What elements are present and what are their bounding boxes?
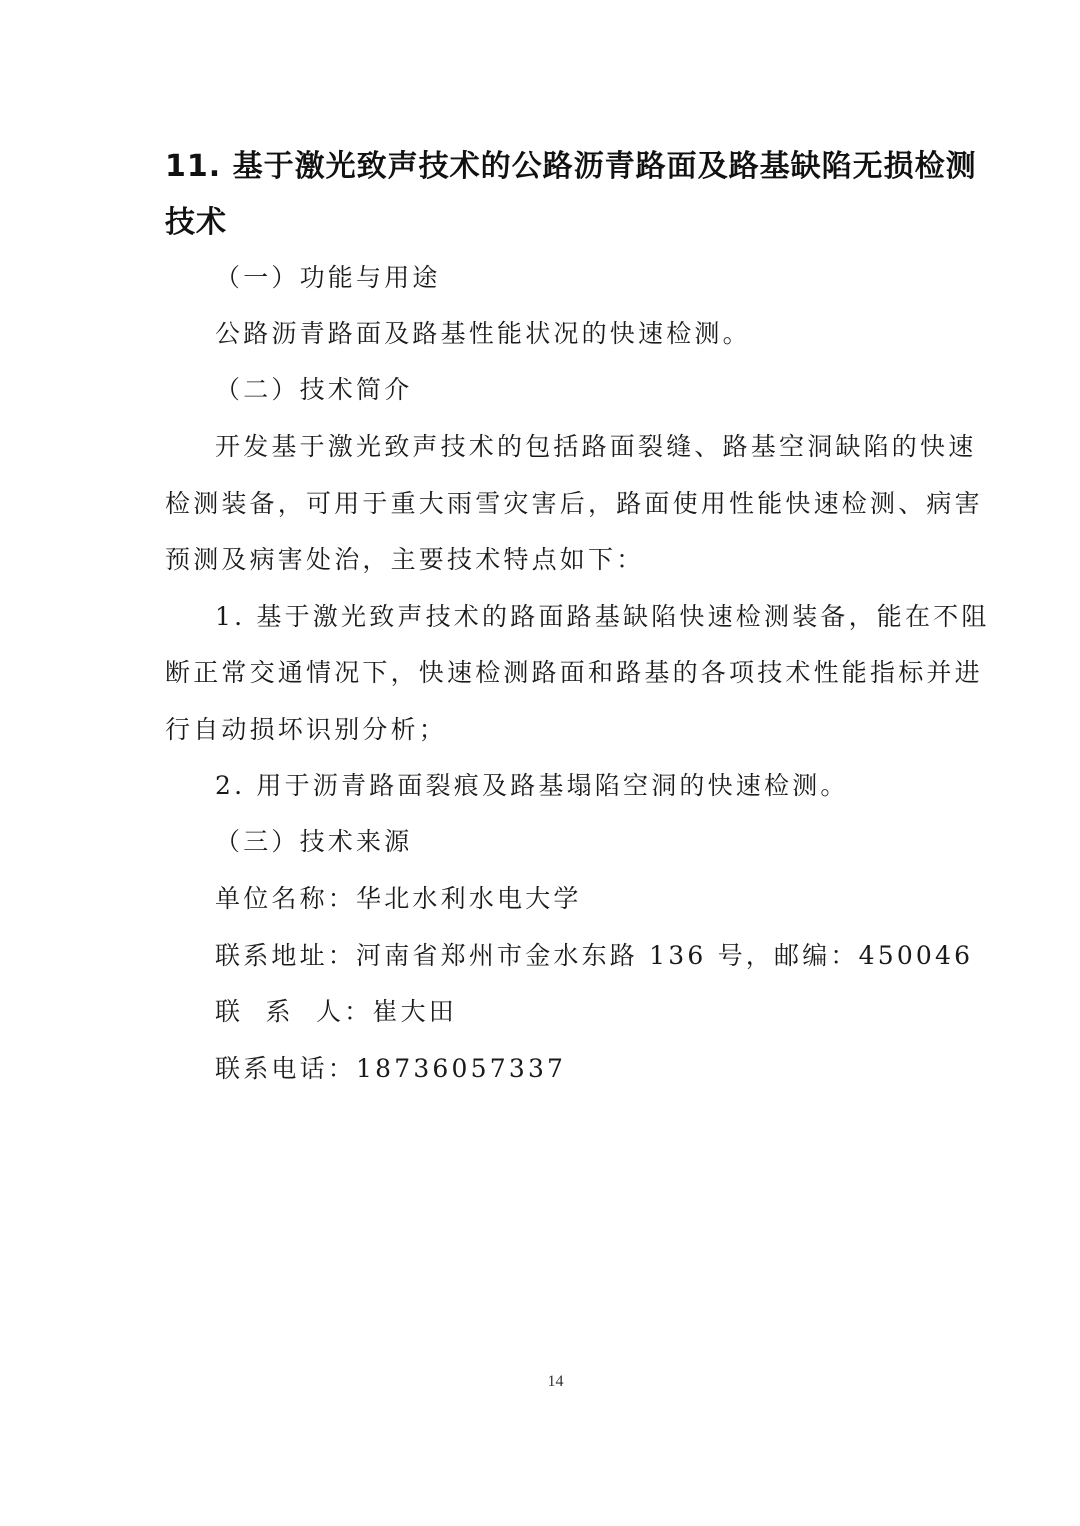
point-1-line-1: 1. 基于激光致声技术的路面路基缺陷快速检测装备，能在不阻 [215, 602, 990, 631]
section-2-intro-line-1: 开发基于激光致声技术的包括路面裂缝、路基空洞缺陷的快速 [215, 432, 977, 461]
page-number: 14 [547, 1373, 564, 1390]
point-1-line-3: 行自动损坏识别分析； [165, 715, 448, 744]
section-1-text: 公路沥青路面及路基性能状况的快速检测。 [215, 319, 751, 348]
contact-person: 联 系 人：崔大田 [215, 997, 457, 1026]
contact-phone: 联系电话：18736057337 [215, 1054, 567, 1083]
section-3-heading: （三）技术来源 [215, 827, 413, 856]
title-line-2: 技术 [165, 205, 227, 240]
section-1-heading: （一）功能与用途 [215, 263, 441, 292]
section-2-intro-line-2: 检测装备，可用于重大雨雪灾害后，路面使用性能快速检测、病害 [165, 489, 983, 518]
title-line-1: 11. 基于激光致声技术的公路沥青路面及路基缺陷无损检测 [165, 149, 977, 184]
section-2-intro-line-3: 预测及病害处治，主要技术特点如下： [165, 545, 645, 574]
unit-name: 单位名称：华北水利水电大学 [215, 884, 582, 913]
section-2-heading: （二）技术简介 [215, 375, 413, 404]
contact-address: 联系地址：河南省郑州市金水东路 136 号，邮编：450046 [215, 941, 974, 970]
point-2: 2. 用于沥青路面裂痕及路基塌陷空洞的快速检测。 [215, 771, 849, 800]
point-1-line-2: 断正常交通情况下，快速检测路面和路基的各项技术性能指标并进 [165, 658, 983, 687]
